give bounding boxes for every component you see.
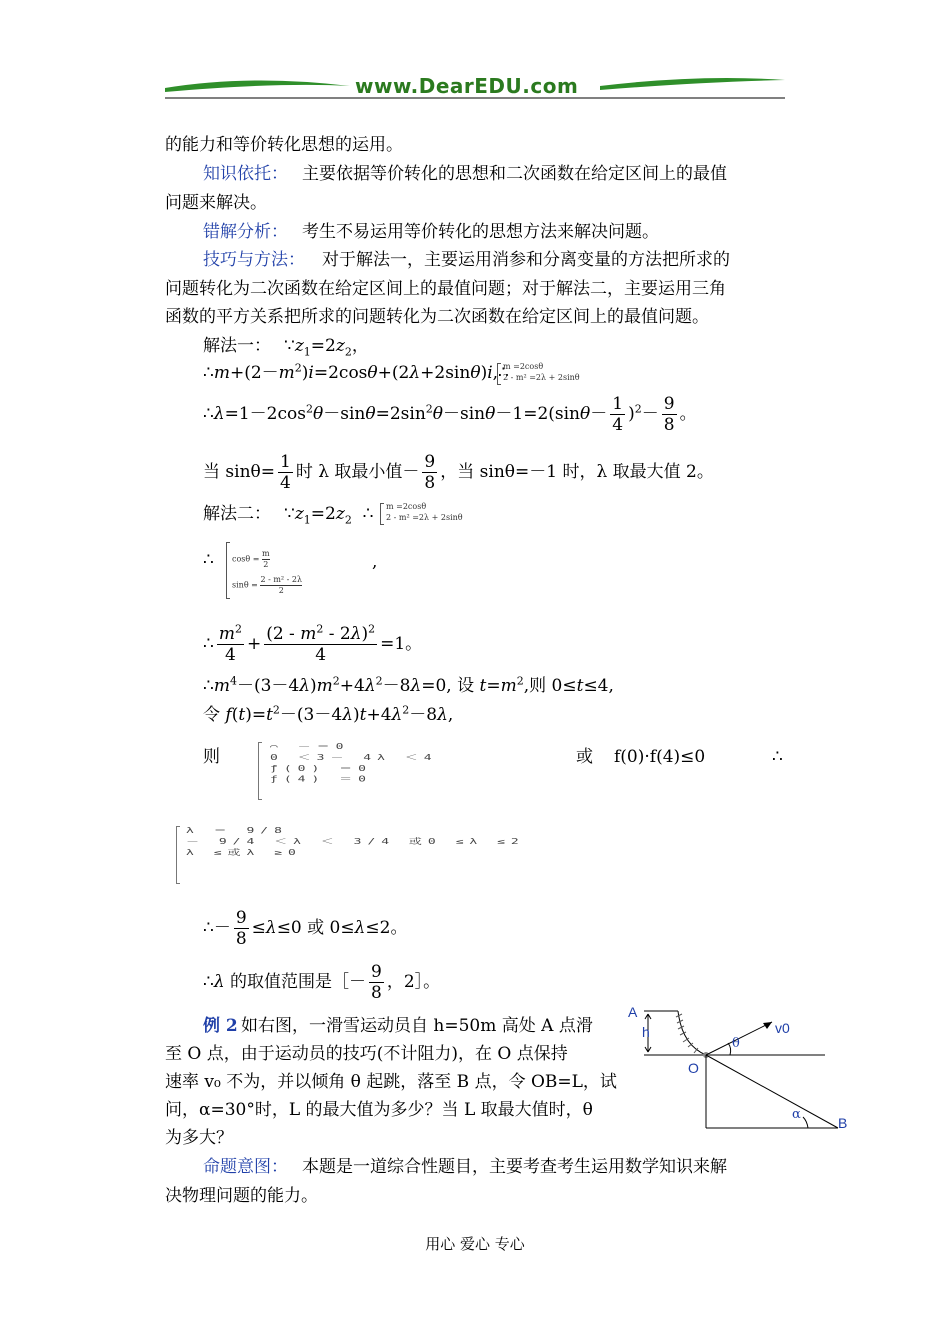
label-intent: 命题意图： bbox=[203, 1157, 288, 1177]
text-line: 对于解法一，主要运用消参和分离变量的方法把所求的 bbox=[322, 250, 730, 270]
solution2-label: 解法二： bbox=[203, 504, 271, 524]
equation: ∴ $\frac{m^2}{4}$ + $\frac{(2 - m^2 - 2\lambda)^2}{4}$ =1。 bbox=[203, 622, 423, 665]
example-label: 例 2 bbox=[203, 1016, 238, 1036]
system-eq: 2 - m² =2λ + 2sinθ bbox=[386, 513, 463, 522]
blurred-system: ⌒ －＝0 0 ＜3－ 4λ ＜4 ƒ(0) ＝0 ƒ(4) ＝0 bbox=[270, 742, 438, 784]
text-line: 本题是一道综合性题目，主要考查考生运用数学知识来解 bbox=[302, 1157, 727, 1177]
equation: ∴－ $\frac{9}{8}$ ≤λ≤0 或 0≤λ≤2。 bbox=[203, 908, 408, 949]
brace bbox=[497, 363, 501, 385]
label-error-analysis: 错解分析： bbox=[203, 222, 288, 242]
equation: f(0)·f(4)≤0 bbox=[614, 747, 706, 767]
label-technique: 技巧与方法： bbox=[203, 250, 305, 270]
label-v0: v0 bbox=[775, 1020, 790, 1036]
text-line: 至 O 点，由于运动员的技巧(不计阻力)，在 O 点保持 bbox=[165, 1044, 568, 1064]
equation: ∴λ 的取值范围是［－ $\frac{9}{8}$ ，2］。 bbox=[203, 962, 441, 1003]
system-eq: sinθ = $\frac{\text{2 - m² - 2λ}}{2}$ bbox=[232, 575, 303, 595]
equation: 当 sinθ= $\frac{1}{4}$ 时 λ 取最小值－ $\frac{9}{8}$ ，当 sinθ=－1 时，λ 取最大值 2。 bbox=[203, 452, 714, 493]
ski-jump-figure bbox=[620, 1000, 860, 1135]
text-line: 问，α=30°时，L 的最大值为多少？当 L 取最大值时，θ bbox=[165, 1100, 593, 1120]
brace bbox=[380, 503, 384, 525]
text-line: 如右图，一滑雪运动员自 h=50m 高处 A 点滑 bbox=[241, 1016, 593, 1036]
or-label: 或 bbox=[576, 747, 593, 767]
label-alpha: α bbox=[792, 1107, 801, 1122]
therefore: ∴ bbox=[772, 747, 783, 767]
brace bbox=[258, 742, 262, 800]
label-O: O bbox=[688, 1060, 699, 1076]
then-label: 则 bbox=[203, 747, 220, 767]
equation: $\therefore m+(2-m^2)i=2\cos\theta+(2\lambda+2\sin\theta)i,\therefore$ bbox=[203, 361, 509, 383]
brace bbox=[226, 542, 230, 599]
system-eq: m =2cosθ bbox=[503, 362, 544, 371]
site-logo[interactable]: www.DearEDU.com bbox=[355, 74, 579, 98]
system-eq: cosθ = $\frac{m}{2}$ bbox=[232, 549, 270, 569]
text-line: 考生不易运用等价转化的思想方法来解决问题。 bbox=[302, 222, 659, 242]
equation: $\therefore\lambda=1-2\cos^2\theta-\sin\theta=2\sin^2\theta-\sin\theta-1=2(\sin\theta-$ $\frac{1}{4}$ )$^2$－ $\frac{9}{8}$ 。 bbox=[203, 394, 697, 435]
solution1-label: 解法一： bbox=[203, 336, 271, 356]
label-knowledge: 知识依托： bbox=[203, 164, 288, 184]
system-eq: 2 - m² =2λ + 2sinθ bbox=[503, 373, 580, 382]
text-line: 函数的平方关系把所求的问题转化为二次函数在给定区间上的最值问题。 bbox=[165, 307, 709, 327]
text-line: 问题来解决。 bbox=[165, 193, 267, 213]
equation: $\because z_1=2z_2$， bbox=[284, 336, 369, 359]
equation: $\because z_1=2z_2$ ∴ bbox=[284, 504, 374, 527]
therefore: ∴ bbox=[203, 550, 214, 570]
text-line: 为多大？ bbox=[165, 1128, 233, 1148]
label-B: B bbox=[838, 1115, 848, 1131]
blurred-system: λ ＝ 9/8 － 9/4 ＜λ ＜ 3/4 或0 ≤λ ≤2 λ ≤或λ ≥0 bbox=[186, 826, 525, 858]
label-A: A bbox=[628, 1004, 638, 1020]
system-eq: m =2cosθ bbox=[386, 502, 427, 511]
footer-text: 用心 爱心 专心 bbox=[425, 1235, 525, 1253]
text-line: 问题转化为二次函数在给定区间上的最值问题；对于解法二，主要运用三角 bbox=[165, 279, 726, 299]
label-theta: θ bbox=[732, 1036, 740, 1051]
label-h: h bbox=[642, 1024, 650, 1040]
text-line: 的能力和等价转化思想的运用。 bbox=[165, 135, 403, 155]
equation: $\therefore m^4-(3-4\lambda)m^2+4\lambda^2-8\lambda=0$, 设 $t=m^2$,则 0≤t≤4, bbox=[203, 674, 614, 696]
equation: 令 $f(t)=t^2-(3-4\lambda)t+4\lambda^2-8\lambda$, bbox=[203, 703, 454, 725]
text-line: 决物理问题的能力。 bbox=[165, 1186, 318, 1206]
brace bbox=[176, 826, 180, 884]
text-line: 主要依据等价转化的思想和二次函数在给定区间上的最值 bbox=[302, 164, 727, 184]
comma: , bbox=[372, 552, 378, 572]
text-line: 速率 v₀ 不为，并以倾角 θ 起跳，落至 B 点，令 OB=L，试 bbox=[165, 1072, 617, 1092]
